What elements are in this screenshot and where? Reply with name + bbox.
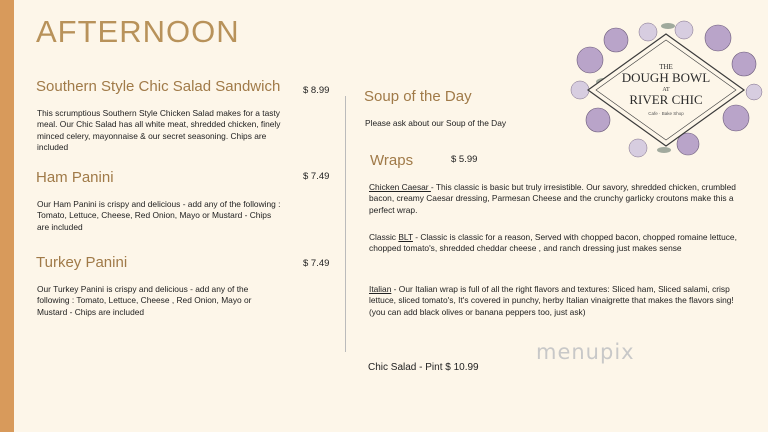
logo-tagline: Cafe · Bake Shop — [648, 111, 684, 116]
wrap-name-blt: BLT — [398, 232, 413, 242]
wrap-desc-chicken-caesar: - This classic is basic but truly irresistible. Our savory, shredded chicken, crumbled bacon, creamy Caesar dressing, Parmesan Cheese and the crunchy garlicky croutons make this a perfect wrap. — [369, 182, 736, 215]
item-desc-chic-salad-sandwich: This scrumptious Southern Style Chicken Salad makes for a tasty meal. Our Chic Salad has all white meat, shredded chicken, finely minced celery, mayonnaise & our secret seasoning. Chips are included — [37, 108, 281, 153]
item-price-ham-panini: $ 7.49 — [303, 171, 330, 182]
wrap-name-chicken-caesar: Chicken Caesar — [369, 182, 431, 192]
item-title-ham-panini: Ham Panini — [36, 169, 114, 186]
item-price-chic-salad-sandwich: $ 8.99 — [303, 85, 330, 96]
logo-line-dough-bowl: DOUGH BOWL — [621, 70, 711, 85]
wrap-italian — [369, 284, 745, 318]
wraps-title: Wraps — [370, 152, 414, 169]
wraps-price: $ 5.99 — [451, 154, 478, 165]
wrap-desc-italian: - Our Italian wrap is full of all the right flavors and textures: Sliced ham, Sliced salami, crisp lettuce, sliced tomato's, It's covered in punchy, herby Italian vinaigrette that makes the flavors sing! (you can add black olives or banana peppers too, just ask) — [369, 284, 734, 317]
dough-bowl-logo — [568, 20, 764, 160]
column-divider — [345, 96, 346, 352]
soup-desc: Please ask about our Soup of the Day — [365, 118, 507, 128]
logo-line-at: AT — [662, 87, 670, 93]
chic-salad-pint-price: Chic Salad - Pint $ 10.99 — [368, 362, 479, 373]
side-accent-strip — [0, 0, 14, 432]
menupix-watermark: menupix — [536, 340, 635, 364]
wrap-desc-blt: - Classic is classic for a reason, Served with chopped bacon, chopped romaine lettuce, chopped tomato's, shredded cheddar cheese , and ranch dressing just makes sense — [369, 232, 737, 254]
item-desc-turkey-panini: Our Turkey Panini is crispy and delicious - add any of the following : Tomato, Lettuce, Cheese , Red Onion, Mayo or Mustard - Chips are included — [37, 284, 252, 317]
logo-line-the: THE — [659, 63, 673, 71]
item-desc-ham-panini: Our Ham Panini is crispy and delicious - add any of the following : Tomato, Lettuce, Cheese, Red Onion, Mayo or Mustard - Chips are included — [37, 199, 281, 232]
soup-title: Soup of the Day — [364, 88, 472, 105]
floral-logo-graphic — [568, 20, 764, 160]
wrap-chicken-caesar — [369, 182, 745, 216]
item-title-chic-salad-sandwich: Southern Style Chic Salad Sandwich — [36, 78, 281, 95]
page-title: AFTERNOON — [36, 14, 240, 49]
item-price-turkey-panini: $ 7.49 — [303, 258, 330, 269]
item-title-turkey-panini: Turkey Panini — [36, 254, 128, 271]
wrap-name-italian: Italian — [369, 284, 392, 294]
wrap-prefix-blt: Classic — [369, 232, 399, 242]
wrap-blt — [369, 232, 745, 255]
logo-line-river-chic: RIVER CHIC — [629, 92, 703, 107]
